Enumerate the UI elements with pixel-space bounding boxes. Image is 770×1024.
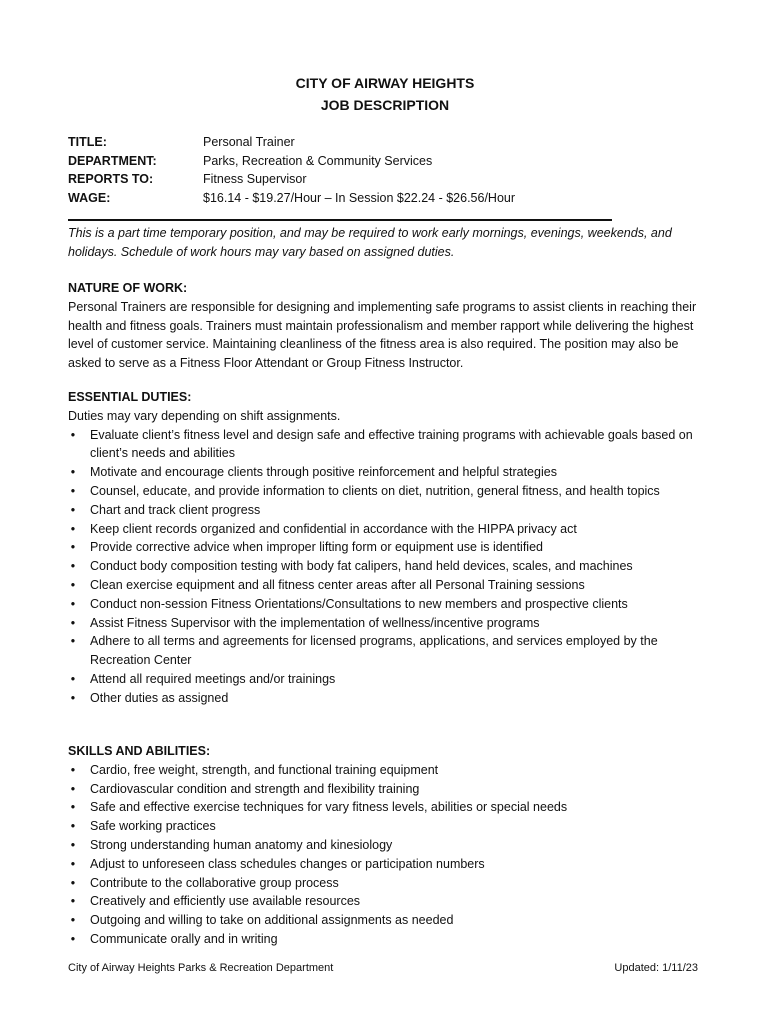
list-item: • Creatively and efficiently use available resources	[68, 892, 708, 911]
job-info-table	[68, 133, 515, 207]
list-item: • Adhere to all terms and agreements for licensed programs, applications, and services employed by the Recreation Center	[68, 632, 708, 670]
info-label: REPORTS TO:	[68, 172, 154, 186]
list-item: • Safe and effective exercise techniques for vary fitness levels, abilities or special needs	[68, 798, 708, 817]
duties-intro: Duties may vary depending on shift assignments.	[68, 408, 341, 423]
info-value: Parks, Recreation & Community Services	[203, 153, 433, 168]
list-item: • Assist Fitness Supervisor with the implementation of wellness/incentive programs	[68, 614, 708, 633]
nature-of-work-text: Personal Trainers are responsible for designing and implementing safe programs to assist clients in reaching their health and fitness goals. Trainers must maintain professionalism and member rapport while delivering the highest level of customer service. Maintaining cleanliness of the fitness area is also required. The position may also be asked to serve as a Fitness Floor Attendant or Group Fitness Instructor.	[68, 299, 697, 371]
info-label: TITLE:	[68, 135, 107, 149]
page-footer	[68, 962, 698, 974]
section-heading: SKILLS AND ABILITIES:	[68, 744, 211, 758]
bullet-icon: •	[70, 671, 76, 686]
info-label: WAGE:	[68, 190, 111, 205]
bullet-icon: •	[70, 837, 76, 852]
list-item: • Strong understanding human anatomy and kinesiology	[68, 836, 708, 855]
bullet-icon: •	[70, 762, 76, 777]
info-value: Personal Trainer	[203, 135, 295, 149]
bullet-icon: •	[70, 913, 76, 928]
duties-list	[68, 426, 708, 708]
list-item: • Other duties as assigned	[68, 689, 708, 708]
position-note: This is a part time temporary position, and may be required to work early mornings, evenings, weekends, and holidays. Schedule of work hours may vary based on assigned duties.	[68, 226, 672, 259]
info-row-reports-to	[68, 170, 515, 189]
list-item: • Counsel, educate, and provide information to clients on diet, nutrition, general fitness, and health topics	[68, 482, 708, 501]
list-item: • Evaluate client’s fitness level and design safe and effective training programs with achievable goals based on client’s needs and abilities	[68, 426, 708, 464]
bullet-icon: •	[70, 634, 76, 649]
info-value: Fitness Supervisor	[203, 172, 307, 186]
bullet-icon: •	[70, 690, 76, 705]
list-item: • Outgoing and willing to take on additional assignments as needed	[68, 911, 708, 930]
info-label: DEPARTMENT:	[68, 153, 157, 168]
list-item: • Attend all required meetings and/or trainings	[68, 670, 708, 689]
bullet-icon: •	[70, 521, 76, 536]
header-line1: CITY OF AIRWAY HEIGHTS	[295, 75, 475, 91]
list-item: • Keep client records organized and confidential in accordance with the HIPPA privacy act	[68, 520, 708, 539]
list-item: • Cardio, free weight, strength, and functional training equipment	[68, 761, 708, 780]
nature-of-work-section	[68, 279, 708, 373]
list-item: • Contribute to the collaborative group process	[68, 874, 708, 893]
skills-list	[68, 761, 708, 949]
list-item: • Conduct non-session Fitness Orientations/Consultations to new members and prospective clients	[68, 595, 708, 614]
list-item: • Adjust to unforeseen class schedules changes or participation numbers	[68, 855, 708, 874]
essential-duties-section	[68, 388, 708, 708]
list-item: • Clean exercise equipment and all fitness center areas after all Personal Training sessions	[68, 576, 708, 595]
bullet-icon: •	[70, 483, 76, 498]
section-heading: ESSENTIAL DUTIES:	[68, 390, 192, 404]
section-heading: NATURE OF WORK:	[68, 281, 188, 295]
bullet-icon: •	[70, 465, 76, 480]
bullet-icon: •	[70, 427, 76, 442]
footer-department: City of Airway Heights Parks & Recreation Department	[68, 962, 334, 974]
list-item: • Motivate and encourage clients through positive reinforcement and helpful strategies	[68, 463, 708, 482]
info-row-title	[68, 133, 515, 152]
list-item: • Cardiovascular condition and strength and flexibility training	[68, 780, 708, 799]
bullet-icon: •	[70, 781, 76, 796]
list-item: • Provide corrective advice when improper lifting form or equipment use is identified	[68, 538, 708, 557]
info-value: $16.14 - $19.27/Hour – In Session $22.24 - $26.56/Hour	[203, 190, 516, 205]
document-header	[0, 72, 770, 116]
info-row-department	[68, 152, 515, 171]
bullet-icon: •	[70, 894, 76, 909]
bullet-icon: •	[70, 559, 76, 574]
list-item: • Chart and track client progress	[68, 501, 708, 520]
info-row-wage	[68, 189, 515, 208]
bullet-icon: •	[70, 596, 76, 611]
bullet-icon: •	[70, 875, 76, 890]
bullet-icon: •	[70, 856, 76, 871]
horizontal-rule	[68, 219, 612, 221]
header-line2: JOB DESCRIPTION	[320, 97, 450, 113]
list-item: • Safe working practices	[68, 817, 708, 836]
skills-section	[68, 742, 708, 949]
bullet-icon: •	[70, 577, 76, 592]
bullet-icon: •	[70, 800, 76, 815]
bullet-icon: •	[70, 615, 76, 630]
footer-updated-date: Updated: 1/11/23	[614, 962, 698, 974]
list-item: • Conduct body composition testing with body fat calipers, hand held devices, scales, and machines	[68, 557, 708, 576]
bullet-icon: •	[70, 931, 76, 946]
bullet-icon: •	[70, 502, 76, 517]
bullet-icon: •	[70, 819, 76, 834]
list-item: • Communicate orally and in writing	[68, 930, 708, 949]
bullet-icon: •	[70, 540, 76, 555]
